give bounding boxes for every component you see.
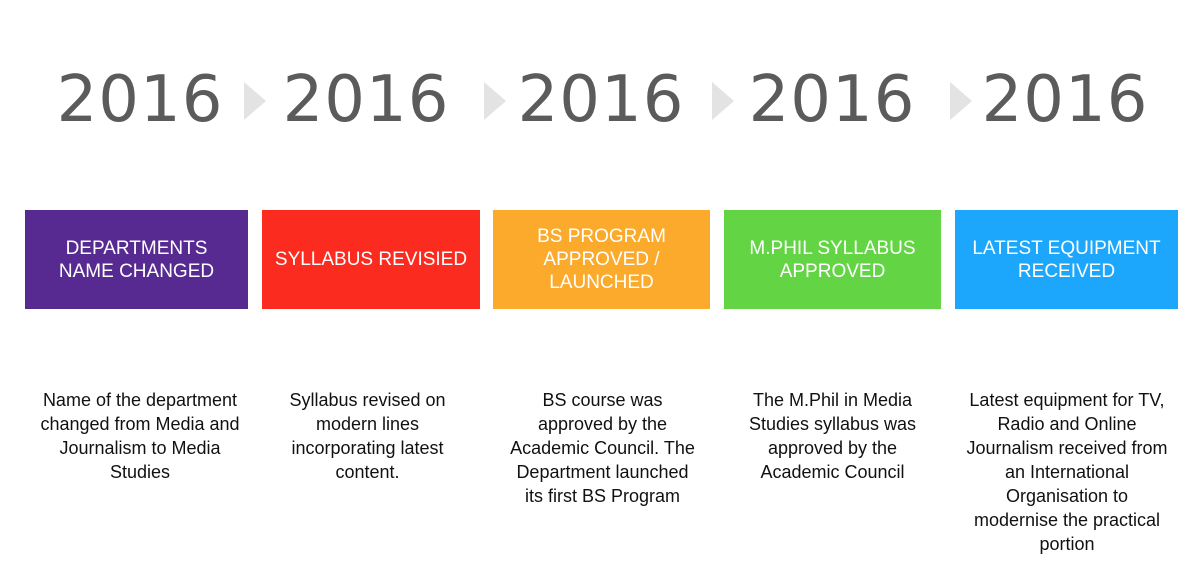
milestone-description: Name of the department changed from Media and Journalism to Media Studies	[40, 390, 240, 482]
milestone-description: BS course was approved by the Academic Council. The Department launched its first BS Program	[510, 390, 695, 506]
year-2: 2016	[282, 63, 450, 137]
milestone-description: Latest equipment for TV, Radio and Online Journalism received from an International Organisation to modernise the practical portion	[966, 390, 1168, 554]
milestone-box-bs-program	[493, 210, 710, 309]
milestone-box-department-name	[25, 210, 248, 309]
year-3: 2016	[517, 63, 685, 137]
milestone-title: DEPARTMENTS NAME CHANGED	[58, 237, 215, 282]
milestone-description: Syllabus revised on modern lines incorporating latest content.	[289, 390, 446, 482]
milestone-box-syllabus-revised	[262, 210, 480, 309]
year-4: 2016	[748, 63, 916, 137]
milestone-box-latest-equipment	[955, 210, 1178, 309]
milestone-title: SYLLABUS REVISIED	[274, 249, 468, 270]
milestone-title: BS PROGRAM APPROVED / LAUNCHED	[537, 226, 666, 293]
year-1: 2016	[56, 63, 224, 137]
year-5: 2016	[981, 63, 1149, 137]
milestone-box-mphil-syllabus	[724, 210, 941, 309]
milestone-title: LATEST EQUIPMENT RECEIVED	[972, 237, 1161, 282]
milestone-title: M.PHIL SYLLABUS APPROVED	[749, 237, 916, 282]
milestone-description: The M.Phil in Media Studies syllabus was approved by the Academic Council	[748, 390, 917, 482]
